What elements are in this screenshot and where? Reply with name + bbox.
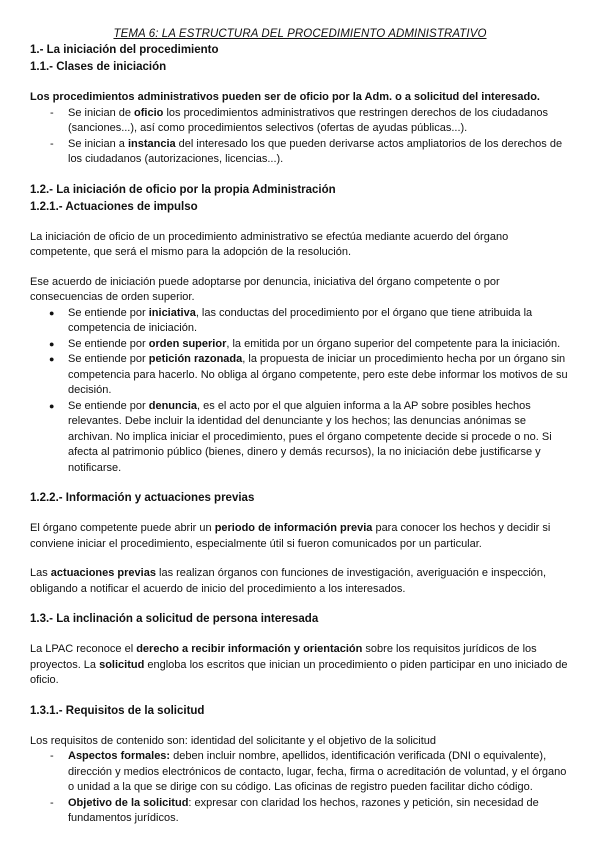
- subsection-heading-1-2-2: 1.2.2.- Información y actuaciones previas: [30, 492, 255, 504]
- dash-list: [30, 106, 570, 168]
- paragraph: El órgano competente puede abrir un periodo de información previa para conocer los hechos y decidir si conviene iniciar el procedimiento, especialmente útil si fueron comunicados por un particular.: [30, 522, 551, 550]
- subsection-heading-1-3-1: 1.3.1.- Requisitos de la solicitud: [30, 704, 205, 717]
- list-item: ● Se entiende por denuncia, es el acto por el que alguien informa a la AP sobre posibles hechos relevantes. Debe incluir la identidad del denunciante y los hechos; las denuncias anónimas se archivan. No implica iniciar el procedimiento, pues el órgano competente decide si procede o no. Si afecta al patrimonio público (bienes, dinero y demás recursos), la no iniciación debe justificarse y notificarse.: [30, 399, 570, 477]
- document-page: [30, 28, 570, 827]
- list-item: ● Se entiende por petición razonada, la propuesta de iniciar un procedimiento hecha por un órgano sin competencia para hacerlo. No obliga al órgano competente, pero este debe informar los motivos de su decisión.: [30, 352, 570, 399]
- list-item: ● Se entiende por iniciativa, las conductas del procedimiento por el órgano que tiene atribuida la competencia de iniciación.: [30, 306, 570, 337]
- section-heading-1-3: 1.3.- La inclinación a solicitud de persona interesada: [30, 613, 319, 625]
- list-item: - Se inician a instancia del interesado los que pueden derivarse actos ampliatorios de los derechos de los ciudadanos (autorizaciones, licencias...).: [30, 137, 570, 168]
- paragraph: Los requisitos de contenido son: identidad del solicitante y el objetivo de la solicitud: [30, 734, 437, 747]
- list-item: - Se inician de oficio los procedimientos administrativos que restringen derechos de los ciudadanos (sanciones...), así como procedimientos selectivos (ofertas de ayudas públicas...).: [30, 106, 570, 137]
- list-item: - Objetivo de la solicitud: expresar con claridad los hechos, razones y petición, sin necesidad de fundamentos jurídicos.: [30, 796, 570, 827]
- bullet-list: [30, 306, 570, 477]
- list-item: - Aspectos formales: deben incluir nombre, apellidos, identificación verificada (DNI o equivalente), dirección y medios electrónicos de contacto, lugar, fecha, firma o acreditación de voluntad, y el órgano o unidad a la que se dirige con su código. Las oficinas de registro pueden facilitar dicho código.: [30, 749, 570, 796]
- paragraph: Las actuaciones previas las realizan órganos con funciones de investigación, averiguación e inspección, obligando a notificar el acuerdo de inicio del procedimiento a los interesados.: [30, 567, 547, 595]
- subsection-heading-1-1: 1.1.- Clases de iniciación: [30, 61, 167, 73]
- section-heading-1-2: 1.2.- La iniciación de oficio por la propia Administración: [30, 183, 336, 196]
- paragraph: [30, 90, 570, 106]
- document-title: TEMA 6: LA ESTRUCTURA DEL PROCEDIMIENTO ADMINISTRATIVO: [113, 28, 487, 40]
- paragraph: La LPAC reconoce el derecho a recibir información y orientación sobre los requisitos jurídicos de los proyectos. La solicitud engloba los escritos que inician un procedimiento o piden participar en uno iniciado de oficio.: [30, 643, 568, 686]
- paragraph: La iniciación de oficio de un procedimiento administrativo se efectúa mediante acuerdo del órgano competente, que será el mismo para la adopción de la resolución.: [30, 230, 509, 258]
- section-heading-1: 1.- La iniciación del procedimiento: [30, 44, 219, 56]
- dash-list: [30, 749, 570, 827]
- bold-text: Los procedimientos administrativos pueden ser de oficio por la Adm. o a solicitud del interesado.: [30, 91, 540, 103]
- subsection-heading-1-2-1: 1.2.1.- Actuaciones de impulso: [30, 200, 198, 213]
- list-item: ● Se entiende por orden superior, la emitida por un órgano superior del competente para la iniciación.: [30, 337, 570, 353]
- paragraph: Ese acuerdo de iniciación puede adoptarse por denuncia, iniciativa del órgano competente o por consecuencias de orden superior.: [30, 275, 500, 303]
